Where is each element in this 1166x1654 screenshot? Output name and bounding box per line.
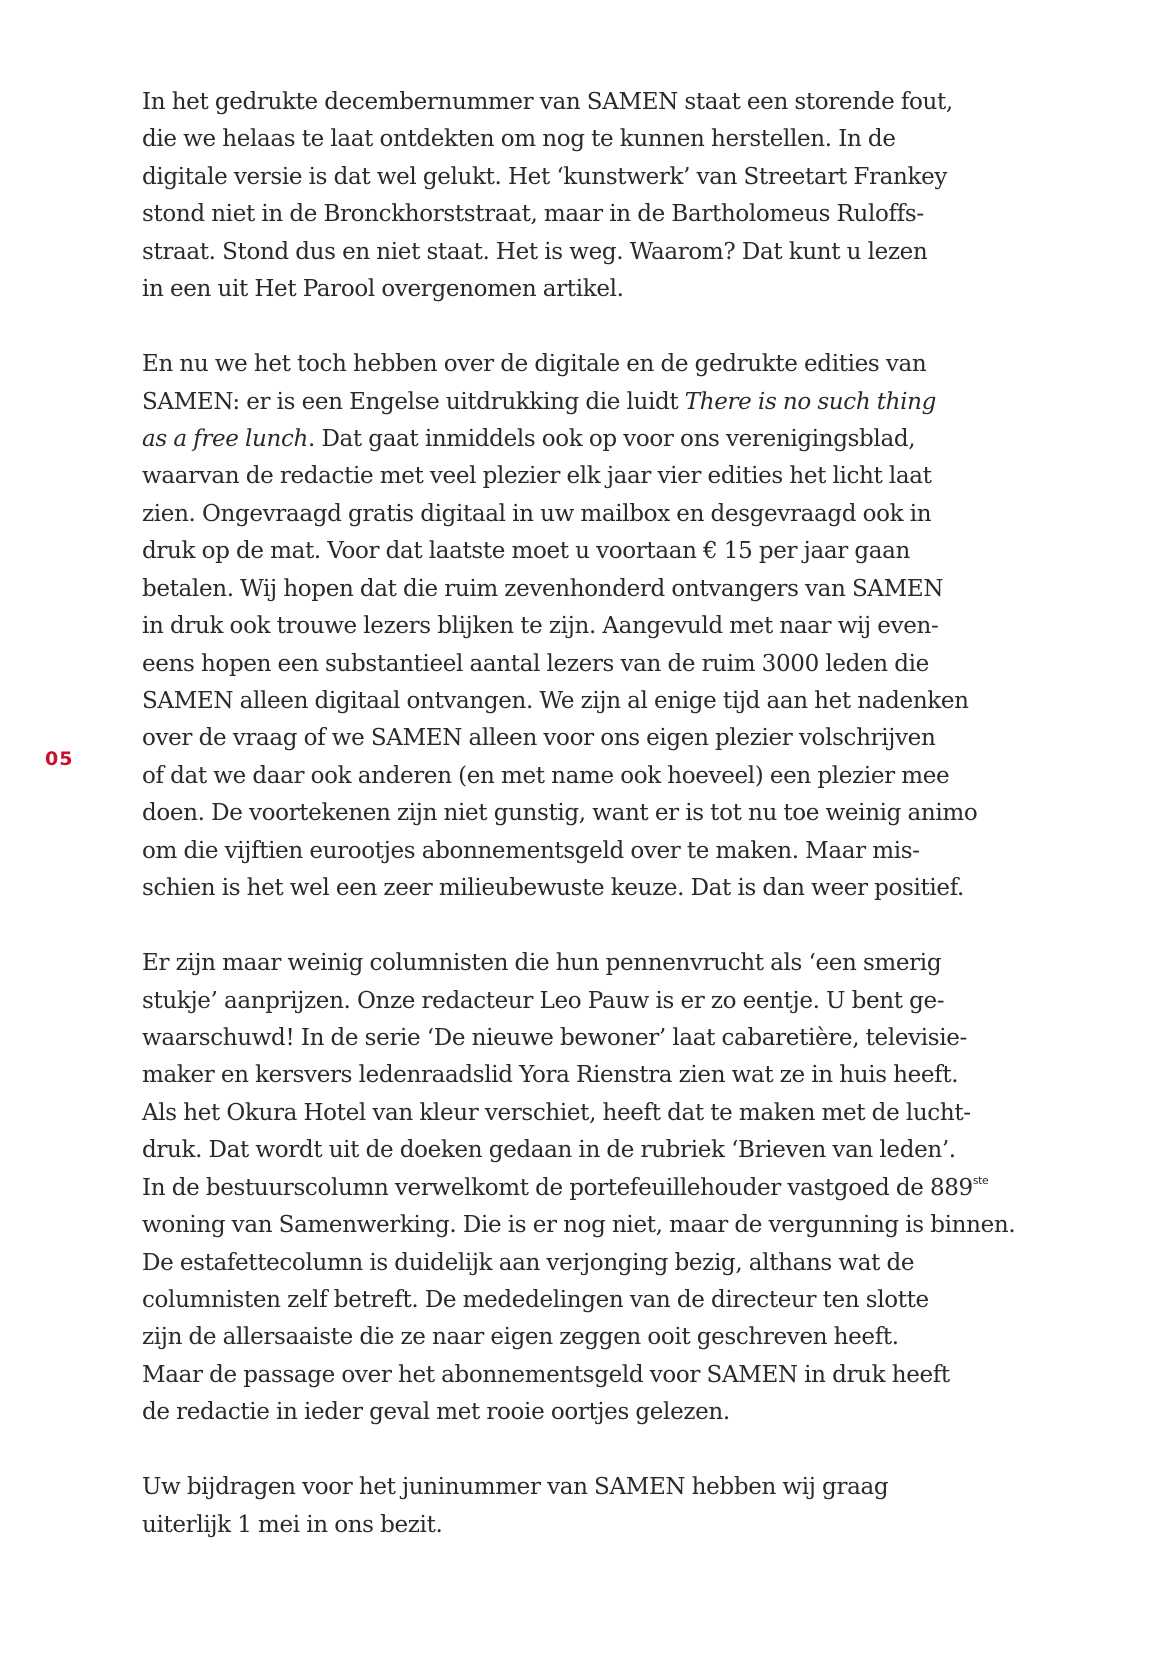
text-line: of dat we daar ook anderen (en met name ook hoeveel) een plezier mee <box>142 760 950 789</box>
italic-quote: as a free lunch <box>142 423 308 452</box>
text-line <box>142 1169 1047 1206</box>
text-line: schien is het wel een zeer milieubewuste keuze. Dat is dan weer positief. <box>142 873 965 902</box>
paragraph-gap <box>142 907 1062 944</box>
text-line: stukje’ aanprijzen. Onze redacteur Leo Pauw is er zo eentje. U bent ge- <box>142 985 945 1014</box>
text-line: maker en kersvers ledenraadslid Yora Rienstra zien wat ze in huis heeft. <box>142 1060 959 1089</box>
text-line: druk. Dat wordt uit de doeken gedaan in de rubriek ‘Brieven van leden’. <box>142 1135 956 1164</box>
text-line: die we helaas te laat ontdekten om nog te kunnen herstellen. In de <box>142 124 896 153</box>
text-span: In de bestuurscolumn verwelkomt de portefeuillehouder vastgoed de 889 <box>142 1172 973 1201</box>
text-line: SAMEN alleen digitaal ontvangen. We zijn al enige tijd aan het nadenken <box>142 686 969 714</box>
text-line: in een uit Het Parool overgenomen artikel. <box>142 274 624 303</box>
text-line: doen. De voortekenen zijn niet gunstig, want er is tot nu toe weinig animo <box>142 798 978 827</box>
text-line: Maar de passage over het abonnementsgeld voor SAMEN in druk heeft <box>142 1359 950 1388</box>
paragraph-gap <box>142 1431 1062 1468</box>
text-span: SAMEN: er is een Engelse uitdrukking die luidt <box>142 386 685 415</box>
text-line: uiterlijk 1 mei in ons bezit. <box>142 1509 443 1538</box>
text-line: waarvan de redactie met veel plezier elk jaar vier edities het licht laat <box>142 461 932 490</box>
text-line: En nu we het toch hebben over de digitale en de gedrukte edities van <box>142 349 927 378</box>
paragraph-correction <box>142 83 1062 308</box>
page-number: 05 <box>45 748 74 770</box>
text-line: columnisten zelf betreft. De mededelingen van de directeur ten slotte <box>142 1285 929 1313</box>
italic-quote: There is no such thing <box>684 386 937 415</box>
text-line: In het gedrukte decembernummer van SAMEN staat een storende fout, <box>142 87 953 115</box>
text-line: eens hopen een substantieel aantal lezers van de ruim 3000 leden die <box>142 648 929 677</box>
text-line: in druk ook trouwe lezers blijken te zijn. Aangevuld met naar wij even- <box>142 611 939 640</box>
text-line: de redactie in ieder geval met rooie oortjes gelezen. <box>142 1397 730 1426</box>
text-line: straat. Stond dus en niet staat. Het is weg. Waarom? Dat kunt u lezen <box>142 236 928 265</box>
text-line: druk op de mat. Voor dat laatste moet u voortaan € 15 per jaar gaan <box>142 536 910 565</box>
text-line: zien. Ongevraagd gratis digitaal in uw mailbox en desgevraagd ook in <box>142 498 932 527</box>
text-line: stond niet in de Bronckhorststraat, maar in de Bartholomeus Ruloffs- <box>142 199 924 228</box>
text-line: digitale versie is dat wel gelukt. Het ‘kunstwerk’ van Streetart Frankey <box>142 161 948 190</box>
text-line: waarschuwd! In de serie ‘De nieuwe bewoner’ laat cabaretière, televisie- <box>142 1022 967 1051</box>
text-line: Er zijn maar weinig columnisten die hun pennenvrucht als ‘een smerig <box>142 948 942 977</box>
text-span: . Dat gaat inmiddels ook op voor ons verenigingsblad, <box>307 423 916 452</box>
paragraph-subscription <box>142 345 1062 907</box>
paragraph-gap <box>142 308 1062 345</box>
text-line: betalen. Wij hopen dat die ruim zevenhonderd ontvangers van SAMEN <box>142 573 944 602</box>
text-line: Als het Okura Hotel van kleur verschiet, heeft dat te maken met de lucht- <box>142 1097 971 1126</box>
text-line: zijn de allersaaiste die ze naar eigen zeggen ooit geschreven heeft. <box>142 1322 899 1351</box>
text-line: om die vijftien eurootjes abonnementsgeld over te maken. Maar mis- <box>142 835 920 864</box>
text-line: woning van Samenwerking. Die is er nog niet, maar de vergunning is binnen. <box>142 1210 1016 1239</box>
text-line <box>142 420 1047 457</box>
ordinal-superscript: ste <box>972 1173 989 1187</box>
paragraph-contents <box>142 944 1062 1431</box>
text-line: over de vraag of we SAMEN alleen voor ons eigen plezier volschrijven <box>142 723 936 752</box>
editorial-text <box>142 83 1062 1543</box>
paragraph-deadline <box>142 1468 1062 1543</box>
text-line: Uw bijdragen voor het juninummer van SAMEN hebben wij graag <box>142 1472 889 1501</box>
text-line <box>142 383 1047 420</box>
text-line: De estafettecolumn is duidelijk aan verjonging bezig, althans wat de <box>142 1247 915 1276</box>
